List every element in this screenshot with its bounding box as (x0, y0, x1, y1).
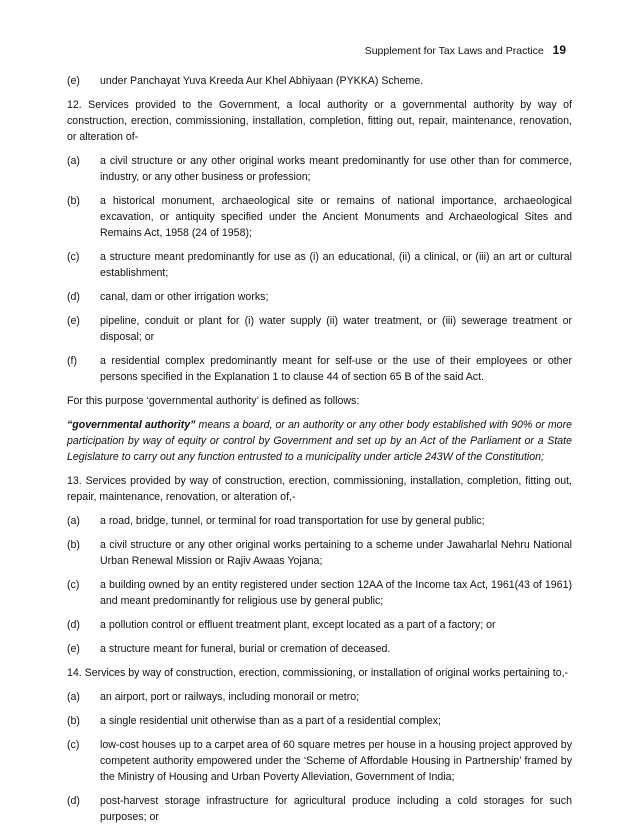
section-12-intro: 12. Services provided to the Government, a local authority or a governmental authority by way of construction, erection, commissioning, installation, completion, fitting out, repair, maintenance, renovation, or alteration of- (67, 99, 572, 143)
page-number: 19 (552, 43, 566, 57)
item-text: a pollution control or effluent treatment plant, except located as a part of a factory; or (100, 619, 496, 631)
item-label: (c) (67, 739, 80, 751)
item-label: (f) (67, 355, 77, 367)
item-text: a historical monument, archaeological site or remains of national importance, archaeological excavation, or antiquity specified under the Ancient Monuments and Archaeological Sites and Remains Act, 1958 (24 of 1958); (100, 195, 572, 239)
list-item (47, 537, 572, 569)
item-text: canal, dam or other irrigation works; (100, 291, 269, 303)
list-item (47, 641, 572, 657)
list-item (47, 153, 572, 185)
item-text: pipeline, conduit or plant for (i) water supply (ii) water treatment, or (iii) sewerage treatment or disposal; or (100, 315, 572, 343)
list-item (47, 353, 572, 385)
item-label: (c) (67, 579, 80, 591)
list-item (47, 249, 572, 281)
item-label: (b) (67, 195, 80, 207)
definition-text: means a board, or an authority or any other body established with 90% or more participation by way of equity or control by Government and set up by an Act of the Parliament or a State Legislature to carry out any function entrusted to a municipality under article 243W of the Constitution; (67, 419, 572, 463)
carryover-list (67, 73, 572, 89)
list-item (47, 193, 572, 241)
item-text: under Panchayat Yuva Kreeda Aur Khel Abhiyaan (PYKKA) Scheme. (100, 75, 424, 87)
running-header (365, 43, 566, 57)
item-label: (d) (67, 291, 80, 303)
section-12-list (67, 153, 572, 385)
item-text: a structure meant predominantly for use as (i) an educational, (ii) a clinical, or (iii) an art or cultural establishment; (100, 251, 572, 279)
item-label: (c) (67, 251, 80, 263)
item-text: a structure meant for funeral, burial or cremation of deceased. (100, 643, 391, 655)
item-text: a civil structure or any other original works pertaining to a scheme under Jawaharlal Nehru National Urban Renewal Mission or Rajiv Awaas Yojana; (100, 539, 572, 567)
item-text: a residential complex predominantly meant for self-use or the use of their employees or other persons specified in the Explanation 1 to clause 44 of section 65 B of the said Act. (100, 355, 572, 383)
list-item (47, 73, 572, 89)
item-text: a building owned by an entity registered under section 12AA of the Income tax Act, 1961(43 of 1961) and meant predominantly for religious use by general public; (100, 579, 572, 607)
section-13-list (67, 513, 572, 657)
item-text: a single residential unit otherwise than as a part of a residential complex; (100, 715, 441, 727)
list-item (47, 577, 572, 609)
list-item (47, 713, 572, 729)
item-label: (e) (67, 643, 80, 655)
page-body (67, 73, 572, 833)
header-title: Supplement for Tax Laws and Practice (364, 45, 544, 57)
item-text: a civil structure or any other original works meant predominantly for use other than for commerce, industry, or any other business or profession; (100, 155, 572, 183)
item-label: (d) (67, 795, 80, 807)
item-label: (a) (67, 155, 80, 167)
section-13-intro: 13. Services provided by way of construction, erection, commissioning, installation, completion, fitting out, repair, maintenance, renovation, or alteration of,- (67, 475, 572, 503)
item-text: an airport, port or railways, including monorail or metro; (100, 691, 360, 703)
list-item (47, 617, 572, 633)
item-text: low-cost houses up to a carpet area of 60 square metres per house in a housing project approved by competent authority empowered under the ‘Scheme of Affordable Housing in Partnership’ framed by the Ministry of Housing and Urban Poverty Alleviation, Government of India; (100, 739, 572, 783)
definition-paragraph (67, 417, 572, 465)
section-14-list (67, 689, 572, 825)
purpose-line: For this purpose ‘governmental authority’ is defined as follows: (67, 395, 360, 407)
item-label: (b) (67, 715, 80, 727)
list-item (47, 289, 572, 305)
item-label: (b) (67, 539, 80, 551)
list-item (47, 737, 572, 785)
list-item (47, 513, 572, 529)
item-label: (e) (67, 315, 80, 327)
definition-term: “governmental authority” (67, 419, 196, 431)
item-label: (a) (67, 515, 80, 527)
list-item (47, 313, 572, 345)
list-item (47, 689, 572, 705)
item-text: a road, bridge, tunnel, or terminal for road transportation for use by general public; (100, 515, 485, 527)
item-label: (e) (67, 75, 80, 87)
item-label: (a) (67, 691, 80, 703)
section-14-intro: 14. Services by way of construction, erection, commissioning, or installation of original works pertaining to,- (67, 667, 569, 679)
list-item (47, 793, 572, 825)
item-label: (d) (67, 619, 80, 631)
item-text: post-harvest storage infrastructure for agricultural produce including a cold storages for such purposes; or (100, 795, 572, 823)
